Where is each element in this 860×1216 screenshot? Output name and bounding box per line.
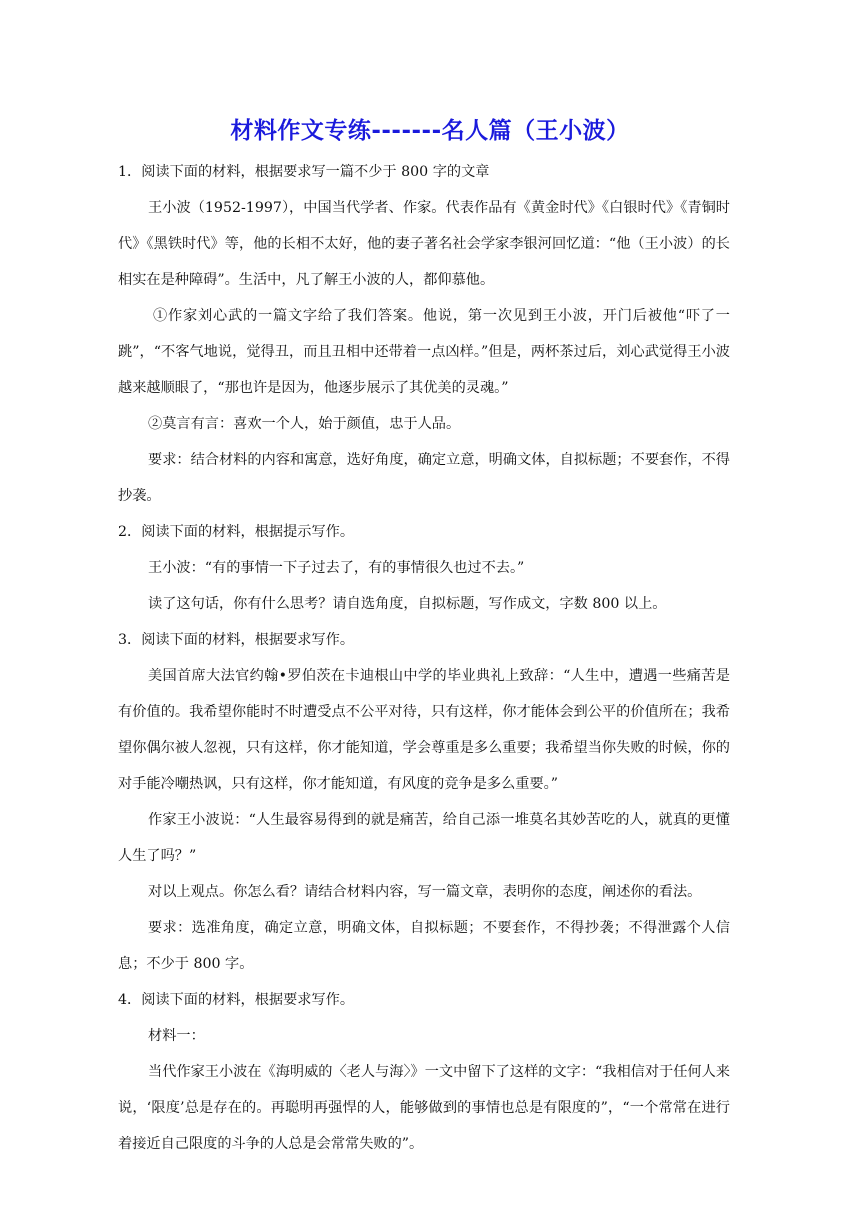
material-paragraph: 作家王小波说：“人生最容易得到的就是痛苦，给自己添一堆莫名其妙苦吃的人，就真的更懂人生了吗？”	[118, 812, 730, 864]
material-paragraph: ①作家刘心武的一篇文字给了我们答案。他说，第一次见到王小波，开门后被他“吓了一跳”，“不客气地说，觉得丑，而且丑相中还带着一点凶样。”但是，两杯茶过后，刘心武觉得王小波越来越顺眼了，“那也许是因为，他逐步展示了其优美的灵魂。”	[118, 308, 730, 396]
material-paragraph: ②莫言有言：喜欢一个人，始于颜值，忠于人品。	[148, 416, 461, 432]
document-body	[118, 154, 730, 1162]
requirement-paragraph: 读了这句话，你有什么思考？请自选角度，自拟标题，写作成文，字数 800 以上。	[148, 596, 667, 612]
requirement-paragraph: 要求：结合材料的内容和寓意，选好角度，确定立意，明确文体，自拟标题；不要套作，不得抄袭。	[118, 452, 730, 504]
document-title: 材料作文专练-------名人篇（王小波）	[230, 118, 630, 144]
question-heading: 2．阅读下面的材料，根据提示写作。	[118, 524, 355, 540]
question-heading: 4．阅读下面的材料，根据要求写作。	[118, 992, 355, 1008]
requirement-paragraph: 要求：选准角度，确定立意，明确文体，自拟标题；不要套作，不得抄袭；不得泄露个人信息；不少于 800 字。	[118, 920, 730, 972]
material-paragraph: 美国首席大法官约翰•罗伯茨在卡迪根山中学的毕业典礼上致辞：“人生中，遭遇一些痛苦是有价值的。我希望你能时不时遭受点不公平对待，只有这样，你才能体会到公平的价值所在；我希望你偶尔被人忽视，只有这样，你才能知道，学会尊重是多么重要；我希望当你失败的时候，你的对手能冷嘲热讽，只有这样，你才能知道，有风度的竞争是多么重要。”	[118, 668, 730, 792]
question-heading: 1．阅读下面的材料，根据要求写一篇不少于 800 字的文章	[118, 164, 490, 180]
prompt-paragraph: 对以上观点。你怎么看？请结合材料内容，写一篇文章，表明你的态度，阐述你的看法。	[148, 884, 702, 900]
material-label: 材料一：	[148, 1028, 205, 1044]
question-heading: 3．阅读下面的材料，根据要求写作。	[118, 632, 355, 648]
material-paragraph: 王小波（1952-1997），中国当代学者、作家。代表作品有《黄金时代》《白银时代》《青铜时代》《黑铁时代》等，他的长相不太好，他的妻子著名社会学家李银河回忆道：“他（王小波）的长相实在是种障碍”。生活中，凡了解王小波的人，都仰慕他。	[118, 200, 730, 288]
material-paragraph: 当代作家王小波在《海明威的〈老人与海〉》一文中留下了这样的文字：“我相信对于任何人来说，‘限度’总是存在的。再聪明再强悍的人，能够做到的事情也总是有限度的”，“一个常常在进行着接近自己限度的斗争的人总是会常常失败的”。	[118, 1064, 730, 1152]
material-paragraph: 王小波：“有的事情一下子过去了，有的事情很久也过不去。”	[148, 560, 525, 576]
